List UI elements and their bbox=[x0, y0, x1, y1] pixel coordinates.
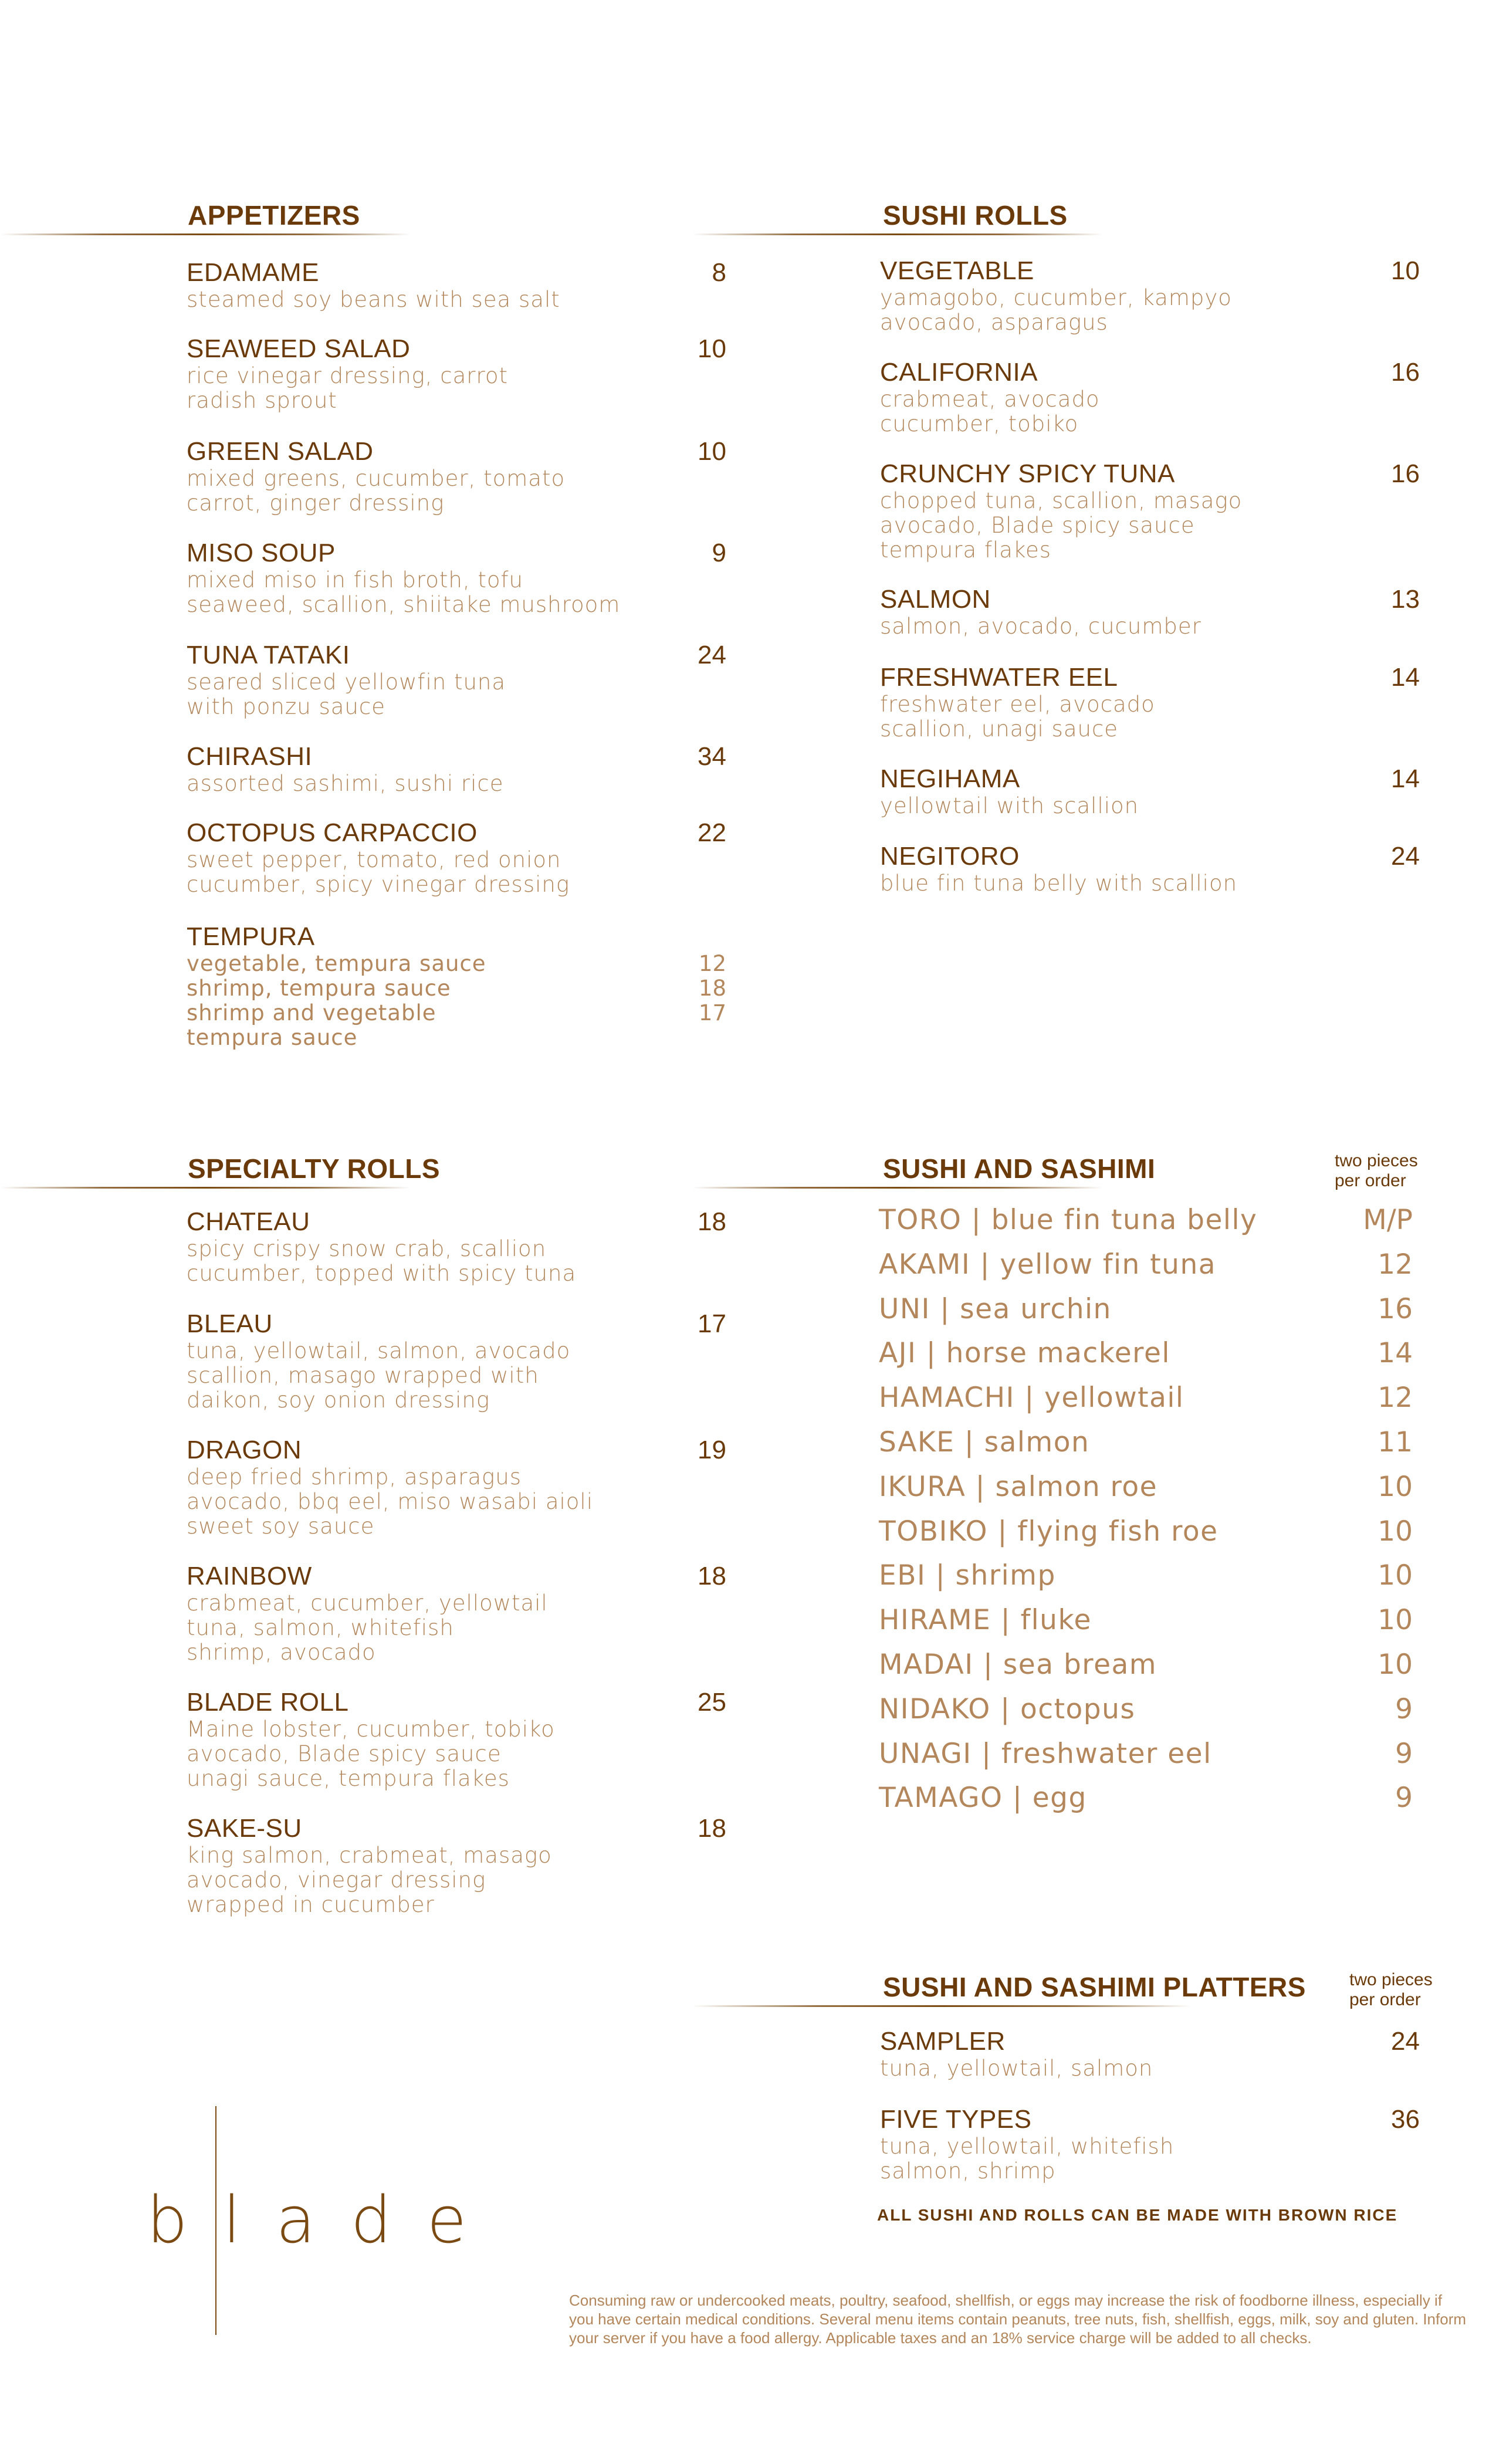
item-price: 24 bbox=[698, 641, 726, 669]
menu-item bbox=[880, 459, 1420, 563]
sushi-sashimi-rule bbox=[692, 1187, 1103, 1189]
item-description: avocado, vinegar dressing bbox=[187, 1867, 486, 1893]
item-name: BLADE ROLL bbox=[187, 1688, 349, 1717]
item-description: crabmeat, avocado bbox=[880, 387, 1100, 412]
menu-item bbox=[880, 2105, 1420, 2184]
sashimi-item bbox=[879, 1603, 1413, 1638]
item-description: avocado, Blade spicy sauce bbox=[880, 513, 1195, 538]
specialty-rolls-title: SPECIALTY ROLLS bbox=[188, 1153, 441, 1184]
item-description: scallion, unagi sauce bbox=[880, 716, 1119, 742]
sushi-sashimi-title: SUSHI AND SASHIMI bbox=[883, 1153, 1156, 1184]
sashimi-name: AJI | horse mackerel bbox=[879, 1337, 1170, 1370]
menu-item bbox=[187, 641, 726, 719]
brown-rice-note: ALL SUSHI AND ROLLS CAN BE MADE WITH BROWN RICE bbox=[877, 2206, 1398, 2224]
tempura-option-label: shrimp and vegetable bbox=[187, 1000, 436, 1025]
sashimi-price: 16 bbox=[1377, 1292, 1413, 1325]
sashimi-item bbox=[879, 1692, 1413, 1727]
sashimi-price: 10 bbox=[1377, 1470, 1413, 1503]
menu-item bbox=[187, 1562, 726, 1665]
item-description: rice vinegar dressing, carrot bbox=[187, 363, 509, 388]
item-description: deep fried shrimp, asparagus bbox=[187, 1464, 522, 1490]
item-description: yamagobo, cucumber, kampyo bbox=[880, 285, 1232, 310]
item-name: TEMPURA bbox=[187, 922, 315, 951]
menu-item bbox=[187, 258, 726, 312]
item-name: SEAWEED SALAD bbox=[187, 334, 411, 363]
platters-title: SUSHI AND SASHIMI PLATTERS bbox=[883, 1972, 1306, 2002]
sushi-rolls-title: SUSHI ROLLS bbox=[883, 200, 1068, 231]
item-description: yellowtail with scallion bbox=[880, 793, 1139, 818]
item-price: 18 bbox=[698, 1207, 726, 1236]
appetizers-title: APPETIZERS bbox=[188, 200, 360, 231]
item-description: blue fin tuna belly with scallion bbox=[880, 871, 1238, 896]
sashimi-item bbox=[879, 1425, 1413, 1460]
item-price: 8 bbox=[712, 258, 726, 287]
specialty-rolls-rule bbox=[0, 1187, 411, 1189]
item-price: 19 bbox=[698, 1436, 726, 1464]
item-name: SAKE-SU bbox=[187, 1814, 302, 1843]
item-description: Maine lobster, cucumber, tobiko bbox=[187, 1717, 555, 1742]
menu-item bbox=[880, 842, 1420, 896]
item-description: tuna, yellowtail, salmon, avocado bbox=[187, 1338, 571, 1363]
item-price: 9 bbox=[712, 539, 726, 567]
item-price: 17 bbox=[698, 1309, 726, 1338]
menu-item bbox=[880, 358, 1420, 436]
platters-note bbox=[1349, 1970, 1433, 2010]
item-description: salmon, avocado, cucumber bbox=[880, 614, 1201, 639]
menu-item bbox=[880, 585, 1420, 639]
item-description: unagi sauce, tempura flakes bbox=[187, 1766, 510, 1791]
item-name: VEGETABLE bbox=[880, 256, 1034, 285]
item-name: CHIRASHI bbox=[187, 742, 313, 771]
sashimi-name: HIRAME | fluke bbox=[879, 1604, 1092, 1637]
menu-item bbox=[880, 663, 1420, 742]
sashimi-name: HAMACHI | yellowtail bbox=[879, 1382, 1184, 1414]
menu-item bbox=[187, 742, 726, 796]
sashimi-price: 11 bbox=[1377, 1426, 1413, 1458]
item-description: avocado, Blade spicy sauce bbox=[187, 1741, 502, 1766]
item-description: seaweed, scallion, shiitake mushroom bbox=[187, 592, 621, 617]
item-description: radish sprout bbox=[187, 388, 337, 413]
item-price: 16 bbox=[1391, 358, 1420, 387]
item-description: cucumber, topped with spicy tuna bbox=[187, 1261, 577, 1286]
sashimi-name: TORO | blue fin tuna belly bbox=[879, 1204, 1258, 1236]
item-name: BLEAU bbox=[187, 1309, 273, 1338]
note-line-1: two pieces bbox=[1349, 1970, 1433, 1989]
item-price: 10 bbox=[1391, 256, 1420, 285]
menu-item bbox=[187, 1309, 726, 1413]
item-name: CRUNCHY SPICY TUNA bbox=[880, 459, 1175, 488]
item-price: 24 bbox=[1391, 2027, 1420, 2056]
item-name: SALMON bbox=[880, 585, 991, 614]
item-description: daikon, soy onion dressing bbox=[187, 1387, 490, 1413]
blade-logo: blade bbox=[147, 2182, 502, 2257]
note-line-2: per order bbox=[1349, 1990, 1421, 2009]
item-price: 34 bbox=[698, 742, 726, 771]
sashimi-price: 12 bbox=[1377, 1382, 1413, 1414]
sashimi-item bbox=[879, 1781, 1413, 1816]
sashimi-item bbox=[879, 1647, 1413, 1683]
item-name: CALIFORNIA bbox=[880, 358, 1038, 387]
tempura-option-price: 17 bbox=[698, 1000, 726, 1025]
sashimi-price: 10 bbox=[1377, 1604, 1413, 1637]
item-price: 24 bbox=[1391, 842, 1420, 871]
item-description: salmon, shrimp bbox=[880, 2158, 1056, 2184]
tempura-option-label: tempura sauce bbox=[187, 1025, 358, 1050]
menu-item bbox=[187, 1814, 726, 1917]
tempura-option-label: shrimp, tempura sauce bbox=[187, 976, 451, 1001]
sashimi-item bbox=[879, 1514, 1413, 1549]
sashimi-name: TAMAGO | egg bbox=[879, 1782, 1087, 1815]
menu-item bbox=[187, 437, 726, 516]
sashimi-price: 9 bbox=[1395, 1693, 1413, 1725]
tempura-option-label: vegetable, tempura sauce bbox=[187, 951, 486, 976]
item-price: 18 bbox=[698, 1814, 726, 1843]
platters-rule bbox=[692, 2005, 1191, 2007]
item-description: tuna, yellowtail, whitefish bbox=[880, 2134, 1175, 2159]
menu-item bbox=[187, 1436, 726, 1539]
sashimi-name: SAKE | salmon bbox=[879, 1426, 1090, 1458]
item-price: 10 bbox=[698, 437, 726, 466]
menu-item bbox=[187, 818, 726, 897]
note-line-1: two pieces bbox=[1335, 1151, 1418, 1170]
sashimi-price: 9 bbox=[1395, 1737, 1413, 1770]
menu-item bbox=[187, 539, 726, 617]
item-name: FIVE TYPES bbox=[880, 2105, 1032, 2134]
sashimi-name: IKURA | salmon roe bbox=[879, 1470, 1158, 1503]
sashimi-name: UNI | sea urchin bbox=[879, 1292, 1112, 1325]
item-description: crabmeat, cucumber, yellowtail bbox=[187, 1590, 548, 1616]
item-name: CHATEAU bbox=[187, 1207, 310, 1236]
item-price: 22 bbox=[698, 818, 726, 847]
item-name: EDAMAME bbox=[187, 258, 319, 287]
item-name: MISO SOUP bbox=[187, 539, 336, 567]
item-price: 36 bbox=[1391, 2105, 1420, 2134]
item-description: avocado, bbq eel, miso wasabi aioli bbox=[187, 1489, 593, 1514]
item-description: cucumber, tobiko bbox=[880, 411, 1079, 436]
item-description: seared sliced yellowfin tuna bbox=[187, 669, 506, 695]
sashimi-name: AKAMI | yellow fin tuna bbox=[879, 1248, 1217, 1281]
item-description: tuna, salmon, whitefish bbox=[187, 1615, 454, 1640]
item-price: 14 bbox=[1391, 663, 1420, 692]
sashimi-price: 12 bbox=[1377, 1248, 1413, 1281]
sashimi-item bbox=[879, 1203, 1413, 1238]
appetizers-rule bbox=[0, 233, 411, 235]
item-description: assorted sashimi, sushi rice bbox=[187, 771, 504, 796]
item-description: chopped tuna, scallion, masago bbox=[880, 488, 1243, 513]
item-description: sweet soy sauce bbox=[187, 1514, 375, 1539]
item-description: spicy crispy snow crab, scallion bbox=[187, 1236, 547, 1261]
menu-item bbox=[880, 256, 1420, 335]
item-price: 25 bbox=[698, 1688, 726, 1717]
menu-item bbox=[880, 2027, 1420, 2081]
menu-item bbox=[187, 334, 726, 413]
item-price: 18 bbox=[698, 1562, 726, 1590]
item-description: king salmon, crabmeat, masago bbox=[187, 1843, 552, 1868]
sushi-rolls-rule bbox=[692, 233, 1103, 235]
tempura-option bbox=[187, 1025, 726, 1050]
item-description: mixed miso in fish broth, tofu bbox=[187, 567, 523, 593]
menu-item-tempura bbox=[187, 922, 726, 1050]
sashimi-name: TOBIKO | flying fish roe bbox=[879, 1515, 1219, 1548]
item-description: cucumber, spicy vinegar dressing bbox=[187, 872, 570, 897]
item-price: 14 bbox=[1391, 764, 1420, 793]
tempura-option bbox=[187, 952, 726, 976]
sashimi-name: UNAGI | freshwater eel bbox=[879, 1737, 1212, 1770]
item-description: scallion, masago wrapped with bbox=[187, 1363, 539, 1388]
item-description: mixed greens, cucumber, tomato bbox=[187, 466, 566, 491]
sashimi-item bbox=[879, 1558, 1413, 1593]
sashimi-item bbox=[879, 1470, 1413, 1505]
menu-item bbox=[187, 1207, 726, 1286]
item-name: DRAGON bbox=[187, 1436, 302, 1464]
sashimi-name: NIDAKO | octopus bbox=[879, 1693, 1136, 1725]
item-name: RAINBOW bbox=[187, 1562, 312, 1590]
allergy-disclaimer: Consuming raw or undercooked meats, poultry, seafood, shellfish, or eggs may increase the risk of foodborne illness, especially if you have certain medical conditions. Several menu items contain peanuts, tree nuts, fish, shellfish, eggs, milk, soy and gluten. Inform your server if you have a food allergy. Applicable taxes and an 18% service charge will be added to all checks. bbox=[569, 2292, 1467, 2347]
menu-item bbox=[187, 1688, 726, 1791]
item-description: avocado, asparagus bbox=[880, 310, 1108, 335]
item-description: freshwater eel, avocado bbox=[880, 692, 1155, 717]
sashimi-price: 10 bbox=[1377, 1559, 1413, 1592]
item-name: NEGITORO bbox=[880, 842, 1020, 871]
sashimi-price: M/P bbox=[1363, 1204, 1413, 1236]
item-name: OCTOPUS CARPACCIO bbox=[187, 818, 478, 847]
item-description: shrimp, avocado bbox=[187, 1640, 376, 1665]
sashimi-item bbox=[879, 1336, 1413, 1371]
sashimi-name: MADAI | sea bream bbox=[879, 1649, 1157, 1681]
sashimi-price: 10 bbox=[1377, 1649, 1413, 1681]
sashimi-item bbox=[879, 1380, 1413, 1416]
item-description: tempura flakes bbox=[880, 537, 1052, 563]
sushi-sashimi-note bbox=[1335, 1151, 1418, 1191]
sashimi-item bbox=[879, 1737, 1413, 1772]
sashimi-name: EBI | shrimp bbox=[879, 1559, 1056, 1592]
item-name: SAMPLER bbox=[880, 2027, 1006, 2056]
item-name: FRESHWATER EEL bbox=[880, 663, 1118, 692]
tempura-option bbox=[187, 976, 726, 1001]
item-description: tuna, yellowtail, salmon bbox=[880, 2056, 1153, 2081]
item-description: sweet pepper, tomato, red onion bbox=[187, 847, 561, 872]
item-description: with ponzu sauce bbox=[187, 694, 385, 719]
menu-item bbox=[880, 764, 1420, 818]
sashimi-item bbox=[879, 1247, 1413, 1282]
sashimi-item bbox=[879, 1292, 1413, 1327]
sashimi-price: 14 bbox=[1377, 1337, 1413, 1370]
item-price: 16 bbox=[1391, 459, 1420, 488]
item-name: NEGIHAMA bbox=[880, 764, 1020, 793]
item-price: 10 bbox=[698, 334, 726, 363]
item-price: 13 bbox=[1391, 585, 1420, 614]
item-description: carrot, ginger dressing bbox=[187, 490, 445, 516]
item-description: wrapped in cucumber bbox=[187, 1892, 435, 1917]
tempura-option bbox=[187, 1001, 726, 1025]
sashimi-price: 9 bbox=[1395, 1782, 1413, 1815]
tempura-option-price: 18 bbox=[698, 976, 726, 1001]
note-line-2: per order bbox=[1335, 1171, 1406, 1190]
item-name: GREEN SALAD bbox=[187, 437, 374, 466]
item-description: steamed soy beans with sea salt bbox=[187, 287, 560, 312]
sashimi-price: 10 bbox=[1377, 1515, 1413, 1548]
tempura-option-price: 12 bbox=[698, 951, 726, 976]
item-name: TUNA TATAKI bbox=[187, 641, 350, 669]
